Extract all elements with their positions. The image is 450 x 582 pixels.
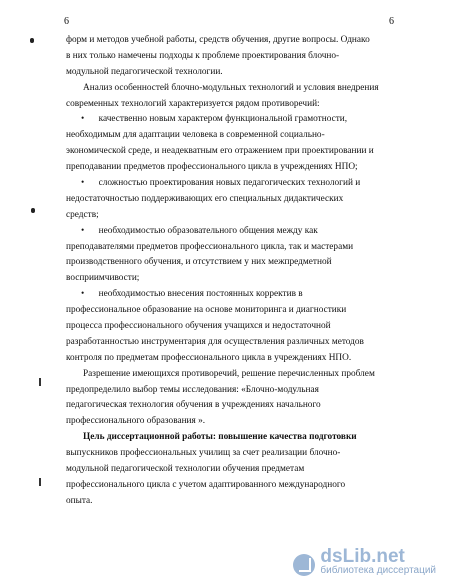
- document-body: [66, 36, 400, 513]
- text-line: форм и методов учебной работы, средств обучения, другие вопросы. Однако: [66, 35, 370, 45]
- bullet-item: [66, 290, 400, 306]
- bullet-item: [66, 179, 400, 195]
- text-line: необходимостью внесения постоянных корректив в: [98, 289, 303, 300]
- text-line: экономической среде, и неадекватным его отражением при проектировании и: [66, 146, 374, 157]
- text-line: профессионального цикла с учетом адаптированного международного: [66, 479, 346, 490]
- text-line: предопределило выбор темы исследования: «Блочно-модульная: [66, 384, 319, 395]
- text-line: профессионального образования ».: [66, 416, 206, 427]
- bullet-icon: •: [81, 178, 85, 189]
- text-line: сложностью проектирования новых педагогических технологий и: [98, 178, 361, 189]
- text-line: педагогическая технология обучения в учреждениях начального: [66, 400, 321, 411]
- text-line: производственного обучения, и отсутствием у них межпредметной: [66, 257, 332, 268]
- text-line: качественно новым характером функциональной грамотности,: [98, 114, 348, 125]
- logo-icon: [293, 554, 315, 576]
- bullet-item: [66, 115, 400, 131]
- text-line: Анализ особенностей блочно-модульных технологий и условия внедрения: [83, 82, 379, 93]
- text-line: в них только намечены подходы к проблеме проектирования блочно-: [66, 50, 340, 61]
- text-line: необходимостью образовательного общения между как: [98, 225, 318, 236]
- logo-subtitle: библиотека диссертаций: [320, 565, 436, 576]
- text-line: Разрешение имеющихся противоречий, решение перечисленных проблем: [83, 368, 375, 379]
- text-line: выпускников профессиональных училищ за счет реализации блочно-: [66, 448, 341, 459]
- text-line: недостаточностью поддерживающих его специальных дидактических: [66, 193, 344, 204]
- scan-mark: [39, 478, 41, 486]
- text-line: контроля по предметам профессионального цикла в учреждениях НПО.: [66, 352, 352, 363]
- goal-heading: Цель диссертационной работы: повышение качества подготовки: [83, 432, 357, 443]
- bullet-icon: •: [81, 114, 85, 125]
- bullet-icon: •: [81, 225, 85, 236]
- text-line: модульной педагогической технологии.: [66, 66, 223, 77]
- logo-title: dsLib.net: [320, 546, 405, 567]
- text-line: средств;: [66, 209, 99, 220]
- page-number-left: 6: [64, 16, 69, 27]
- text-line: современных технологий характеризуется рядом противоречий:: [66, 98, 320, 109]
- logo-text: [320, 547, 436, 576]
- text-line: преподавании предметов профессионального цикла в учреждениях НПО;: [66, 162, 358, 173]
- text-line: восприимчивости;: [66, 273, 140, 284]
- text-line: опыта.: [66, 495, 93, 506]
- text-line: профессиональное образование на основе мониторинга и диагностики: [66, 305, 347, 316]
- text-line: преподавателями предметов профессионального цикла, так и мастерами: [66, 241, 354, 252]
- text-line: разработанностью инструментария для осуществления различных методов: [66, 336, 364, 347]
- scan-mark: [30, 38, 34, 43]
- page-number-right: 6: [389, 16, 394, 27]
- text-line: необходимым для адаптации человека в современной социально-: [66, 130, 325, 141]
- text-line: процесса профессионального обучения учащихся и недостаточной: [66, 321, 331, 332]
- scan-mark: [39, 378, 41, 386]
- text-line: модульной педагогической технологии обучения предметам: [66, 464, 305, 475]
- watermark-logo[interactable]: [293, 547, 436, 576]
- bullet-item: [66, 227, 400, 243]
- bullet-icon: •: [81, 289, 85, 300]
- scan-mark: [31, 208, 35, 213]
